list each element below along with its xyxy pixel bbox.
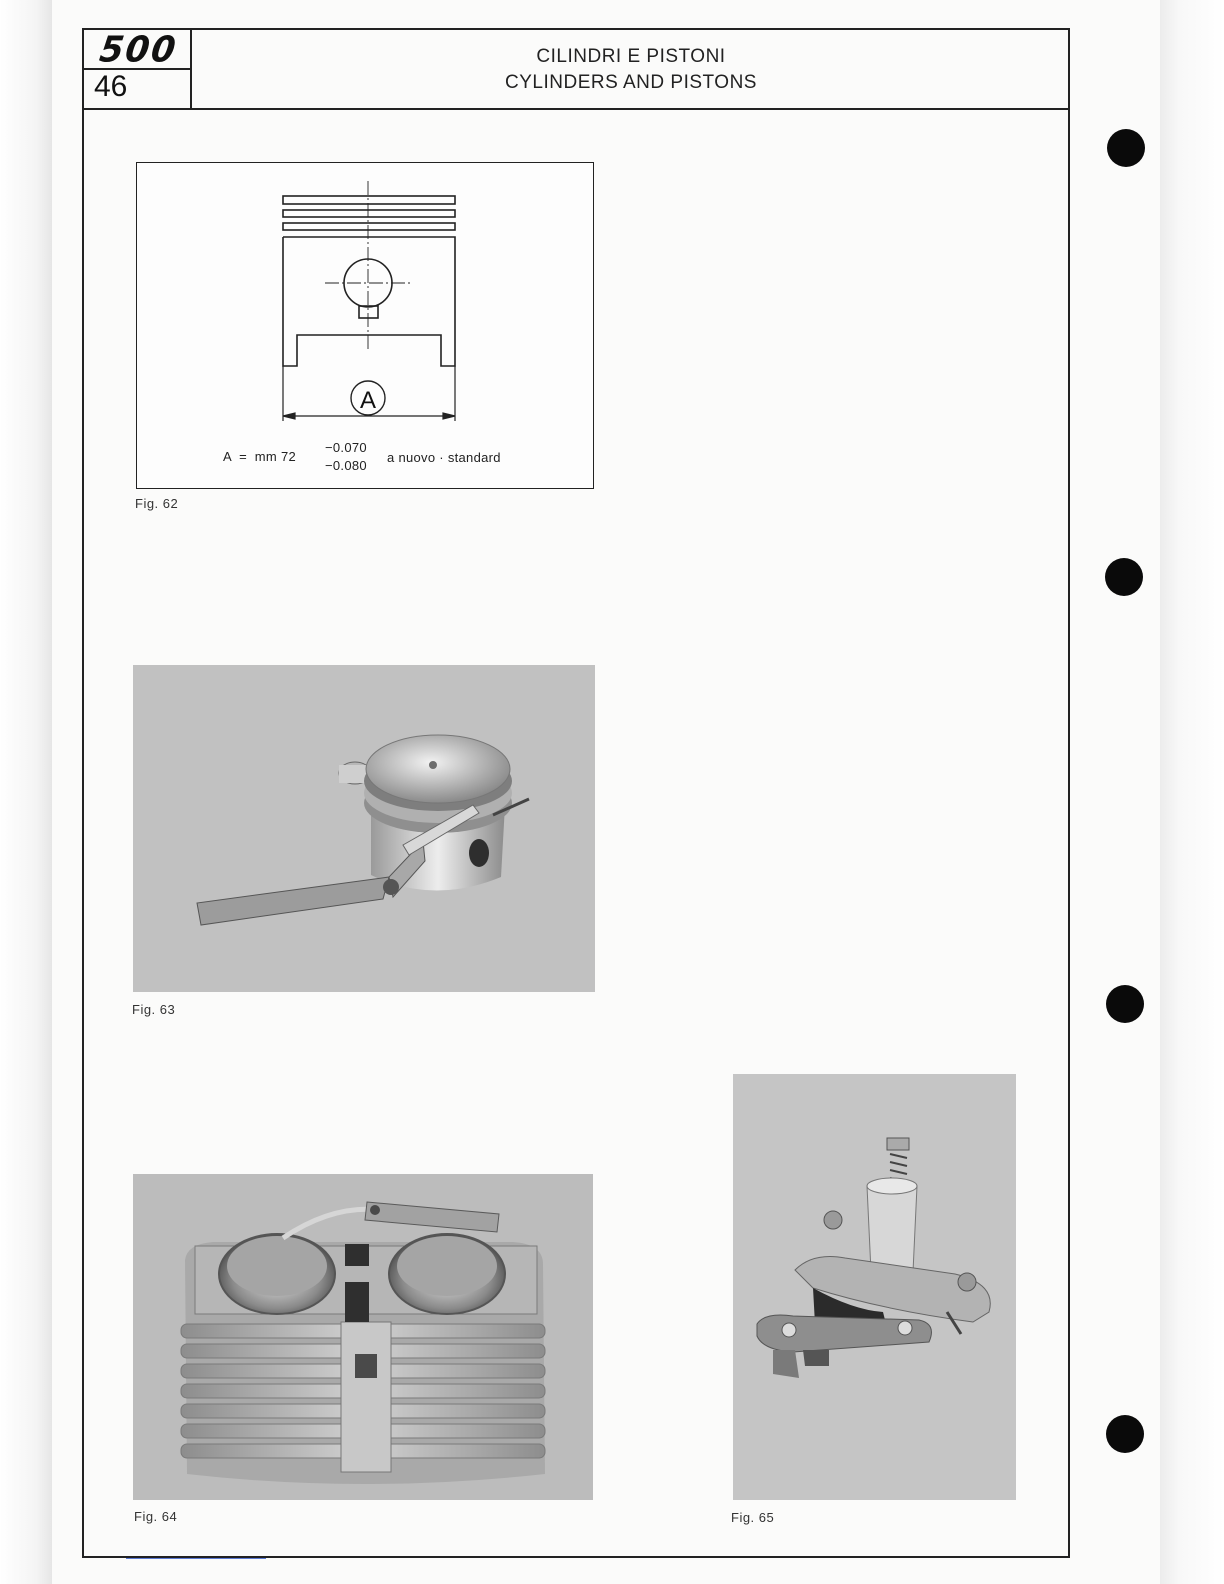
page-number: 46 [94,70,128,103]
figure-caption-63: Fig. 63 [132,1002,176,1017]
piston-ring [283,223,455,230]
photo-breaker-assembly [733,1074,1016,1500]
breaker-assembly-illustration [733,1074,1016,1500]
page-header [82,28,1070,110]
photo-cylinder-block [133,1174,593,1500]
piston-diagram [136,162,594,489]
scan-margin-right [1160,0,1224,1584]
figure-caption-62: Fig. 62 [135,496,179,511]
piston-pin-boss [359,306,378,318]
binder-hole [1105,558,1143,596]
dimension-arrow [443,413,455,419]
dimension-arrow [283,413,295,419]
section-title-english: CYLINDERS AND PISTONS [505,72,757,93]
section-title-italian: CILINDRI E PISTONI [536,46,726,67]
binder-hole [1106,1415,1144,1453]
dimension-note: a nuovo · standard [387,450,501,465]
piston-feeler-gauge-illustration [133,665,595,992]
cylinder-block-illustration [133,1174,593,1500]
piston-ring [283,210,455,217]
dimension-lhs: A = mm 72 [223,449,297,464]
photo-piston-feeler-gauge [133,665,595,992]
dimension-marker-letter: A [359,387,377,414]
piston-ring [283,196,455,204]
binder-hole [1107,129,1145,167]
binder-hole [1106,985,1144,1023]
tolerance-upper: −0.070 [325,440,367,455]
figure-caption-65: Fig. 65 [731,1510,775,1525]
piston-body-outline [283,237,455,366]
tolerance-lower: −0.080 [325,458,367,473]
figure-caption-64: Fig. 64 [134,1509,178,1524]
scan-artifact-line [126,1558,266,1559]
scan-margin-left [0,0,52,1584]
model-logo: 500 [97,29,180,71]
